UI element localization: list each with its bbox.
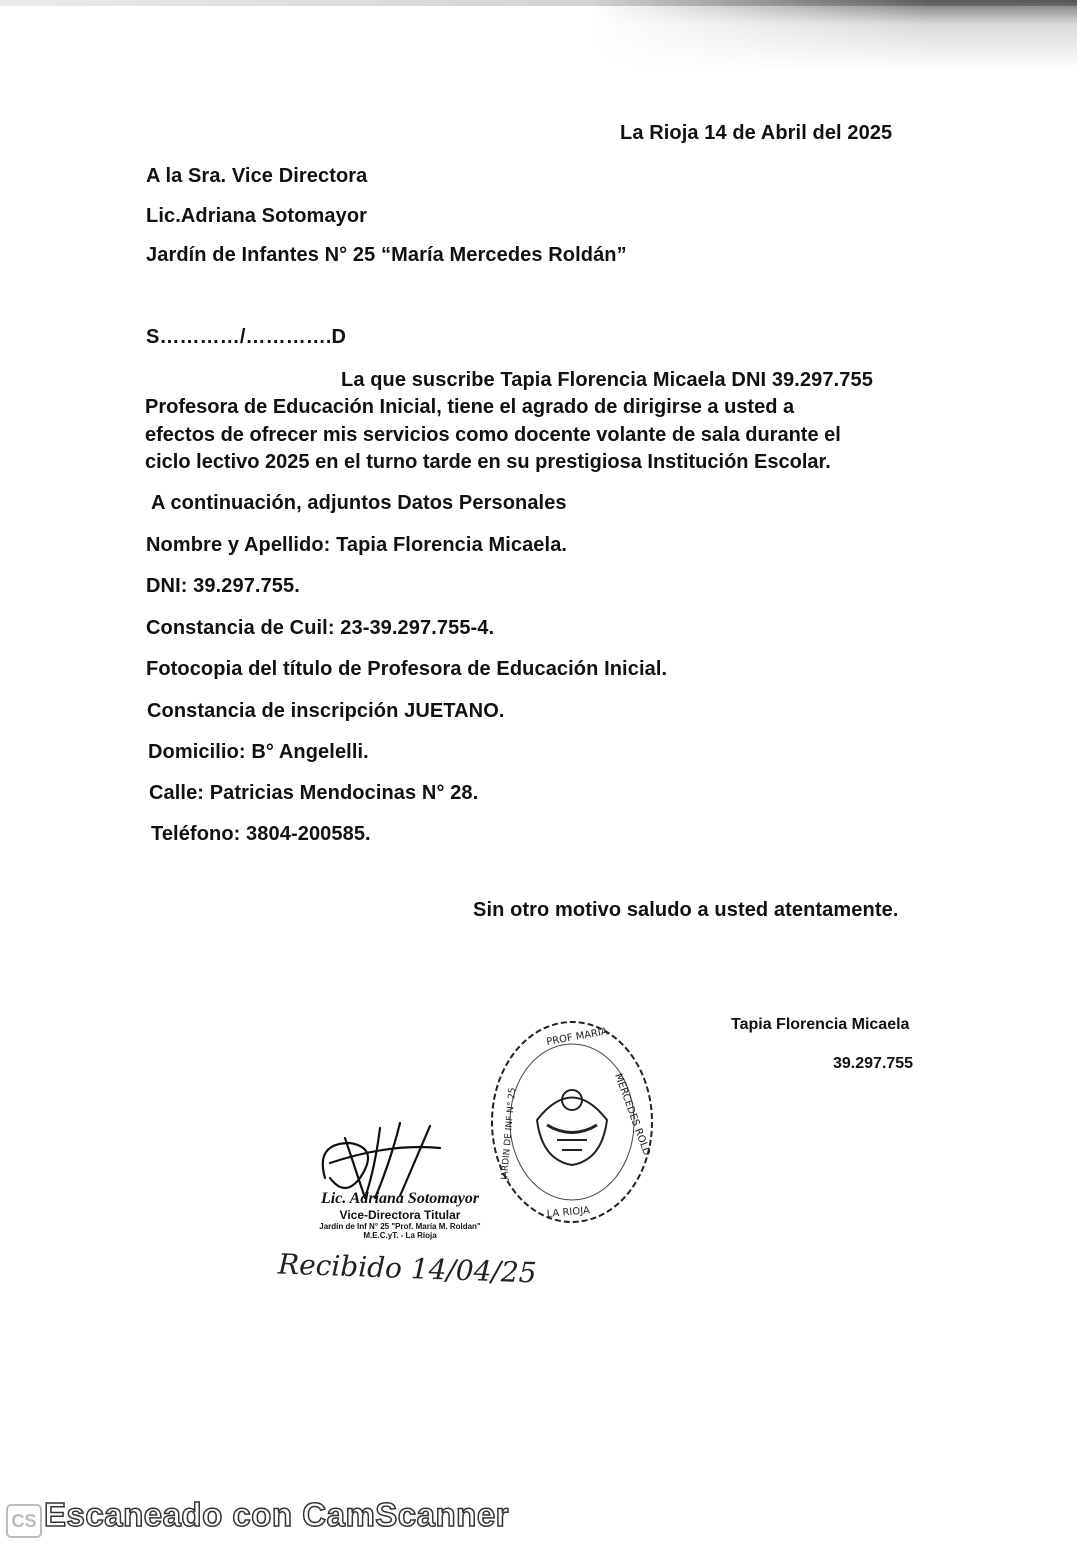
place-date: La Rioja 14 de Abril del 2025 — [620, 122, 893, 144]
vice-director-ministry: M.E.C.yT. - La Rioja — [363, 1231, 437, 1240]
camscanner-watermark: Escaneado con CamScanner — [44, 1496, 510, 1533]
detail-item: Constancia de Cuil: 23-39.297.755-4. — [146, 617, 495, 639]
svg-text:PROF MARIA: PROF MARIA — [545, 1026, 609, 1048]
camscanner-logo-icon: CS — [6, 1504, 42, 1538]
vice-director-name: Lic. Adriana Sotomayor — [320, 1190, 480, 1207]
detail-item: Fotocopia del título de Profesora de Educación Inicial. — [146, 658, 668, 680]
salutation: S…………/………….D — [146, 326, 347, 348]
signer-dni: 39.297.755 — [833, 1055, 914, 1072]
recipient-institution: Jardín de Infantes N° 25 “María Mercedes Roldán” — [146, 244, 627, 266]
vice-director-signature-block — [290, 1190, 510, 1240]
detail-item: Constancia de inscripción JUETANO. — [147, 700, 505, 722]
body-line-1: La que suscribe Tapia Florencia Micaela DNI 39.297.755 — [341, 369, 873, 391]
detail-item: Teléfono: 3804-200585. — [151, 823, 371, 845]
signer-name: Tapia Florencia Micaela — [731, 1016, 910, 1033]
received-note: Recibido 14/04/25 — [277, 1247, 538, 1290]
svg-text:JARDIN DE INF N° 25: JARDIN DE INF N° 25 — [500, 1087, 519, 1181]
svg-text:MERCEDES ROLD: MERCEDES ROLD — [612, 1072, 653, 1158]
details-intro: A continuación, adjuntos Datos Personales — [151, 492, 567, 514]
detail-item: Domicilio: B° Angelelli. — [148, 741, 369, 763]
detail-item: Nombre y Apellido: Tapia Florencia Micaela. — [146, 534, 568, 556]
svg-text:LA RIOJA: LA RIOJA — [546, 1205, 591, 1220]
vice-director-role: Vice-Directora Titular — [339, 1208, 461, 1222]
body-line-2: Profesora de Educación Inicial, tiene el agrado de dirigirse a usted a — [145, 396, 795, 418]
body-line-3: efectos de ofrecer mis servicios como docente volante de sala durante el — [145, 424, 841, 446]
vice-director-institution: Jardín de Inf N° 25 "Prof. María M. Roldan" — [319, 1222, 481, 1231]
recipient-name: Lic.Adriana Sotomayor — [146, 205, 368, 227]
detail-item: Calle: Patricias Mendocinas N° 28. — [149, 782, 479, 804]
scan-shadow — [590, 0, 1077, 70]
detail-item: DNI: 39.297.755. — [146, 575, 300, 597]
institution-stamp — [487, 1015, 657, 1230]
recipient-title: A la Sra. Vice Directora — [146, 165, 368, 187]
closing-line: Sin otro motivo saludo a usted atentamente. — [473, 899, 899, 921]
body-line-4: ciclo lectivo 2025 en el turno tarde en su prestigiosa Institución Escolar. — [145, 451, 831, 473]
